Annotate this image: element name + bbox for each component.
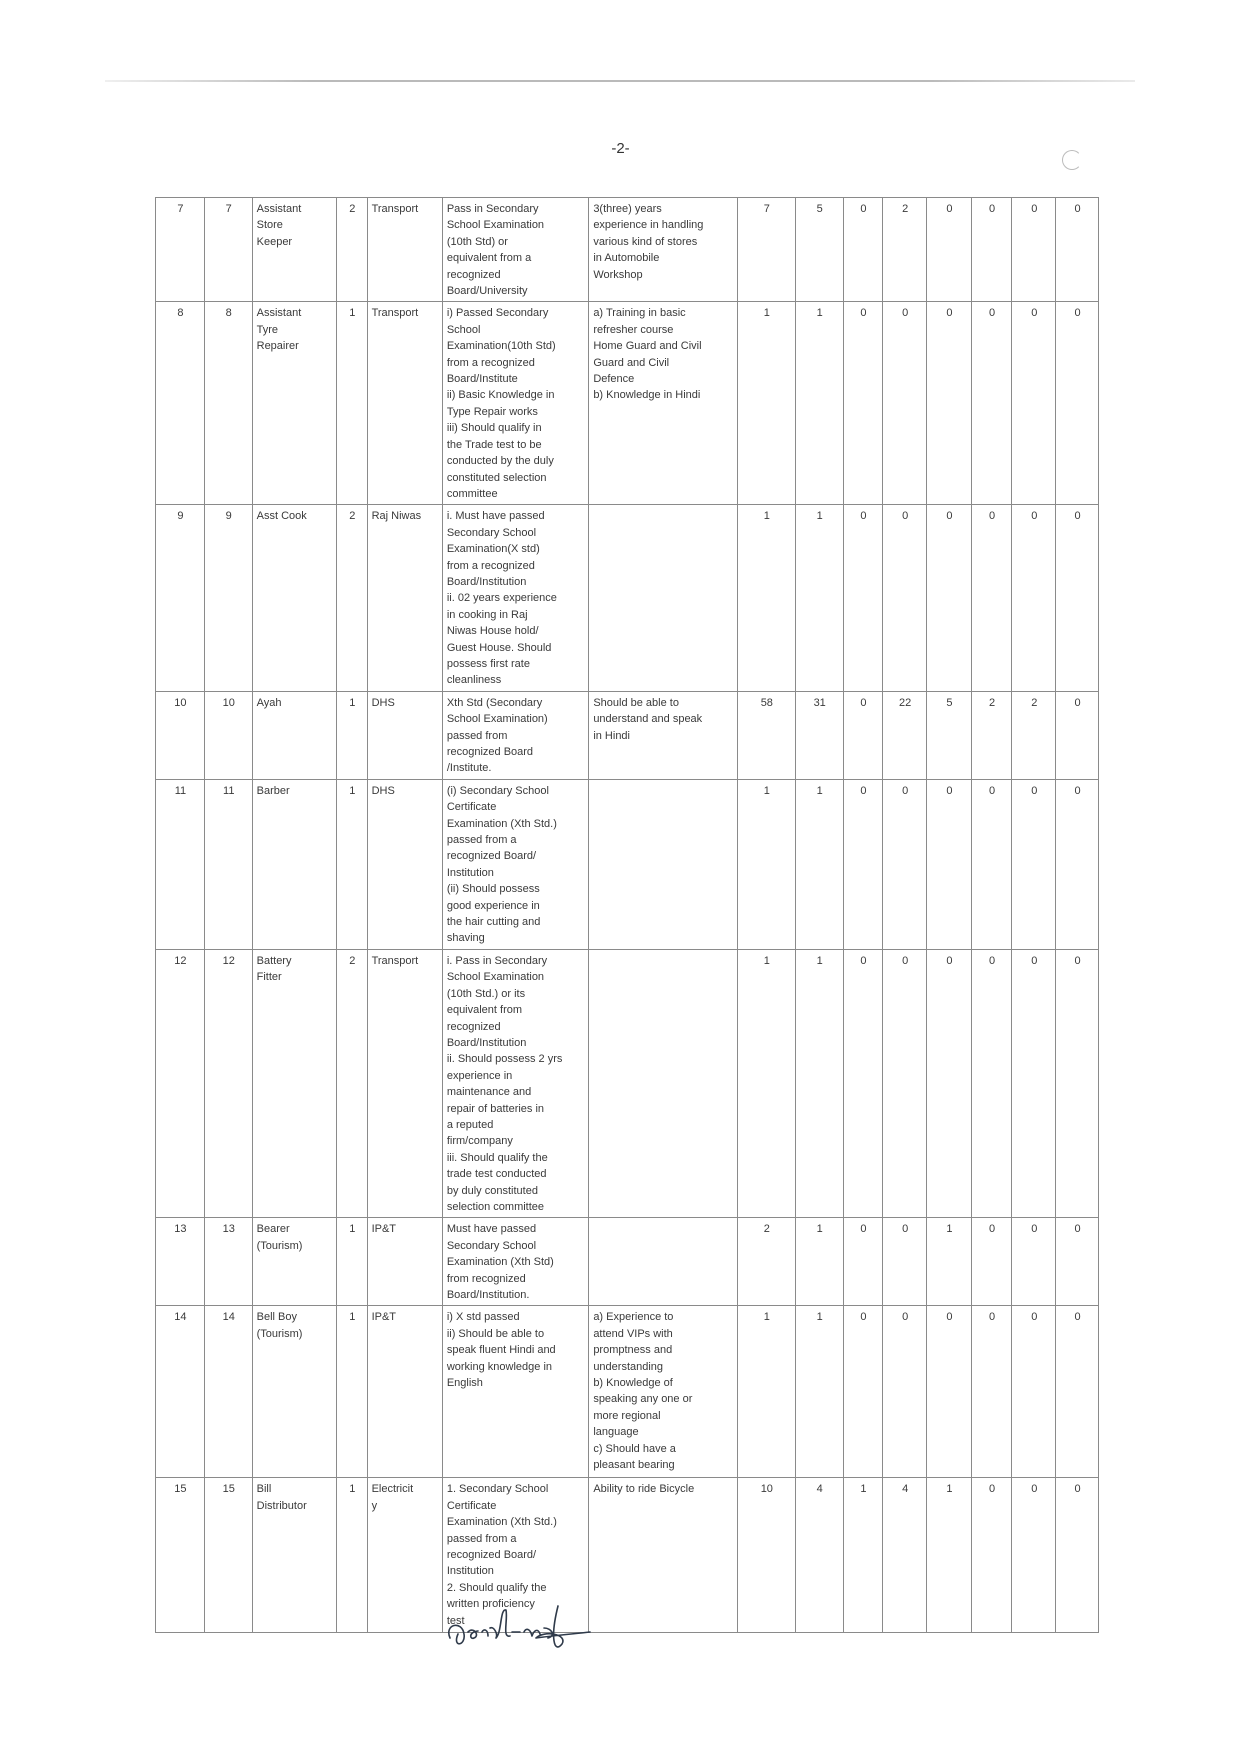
table-row (156, 505, 1099, 691)
post-no-cell: 9 (204, 505, 252, 691)
count-cell: 1 (795, 505, 843, 691)
count-cell: 0 (1056, 302, 1099, 505)
count-cell: 0 (1056, 505, 1099, 691)
count-cell: 1 (843, 1478, 883, 1633)
education-cell: Must have passed Secondary School Examination (Xth Std) from recognized Board/Institution. (442, 1218, 588, 1306)
count-cell: 2 (737, 1218, 795, 1306)
count-cell: 1 (795, 949, 843, 1218)
count-cell: 0 (843, 949, 883, 1218)
post-name-cell: Bearer (Tourism) (252, 1218, 336, 1306)
count-cell: 1 (737, 302, 795, 505)
department-cell: DHS (367, 779, 442, 949)
page-number: -2- (611, 140, 630, 157)
count-cell: 0 (971, 779, 1012, 949)
desirable-cell (589, 779, 738, 949)
count-cell: 1 (927, 1478, 972, 1633)
table-row (156, 1218, 1099, 1306)
pay-level-cell: 1 (337, 779, 368, 949)
education-cell: i. Must have passed Secondary School Examination(X std) from a recognized Board/Institution ii. 02 years experience in cooking in Raj Niwas House hold/ Guest House. Should possess first rate cleanliness (442, 505, 588, 691)
department-cell: Transport (367, 302, 442, 505)
count-cell: 0 (1012, 302, 1056, 505)
count-cell: 0 (971, 505, 1012, 691)
post-name-cell: Barber (252, 779, 336, 949)
count-cell: 0 (1056, 691, 1099, 779)
post-no-cell: 8 (204, 302, 252, 505)
desirable-cell: a) Training in basic refresher course Home Guard and Civil Guard and Civil Defence b) Knowledge in Hindi (589, 302, 738, 505)
count-cell: 0 (971, 1218, 1012, 1306)
count-cell: 31 (795, 691, 843, 779)
count-cell: 0 (1012, 779, 1056, 949)
table-row (156, 691, 1099, 779)
post-name-cell: Assistant Store Keeper (252, 198, 336, 302)
pay-level-cell: 2 (337, 505, 368, 691)
pay-level-cell: 1 (337, 691, 368, 779)
count-cell: 0 (1056, 198, 1099, 302)
count-cell: 0 (1012, 505, 1056, 691)
post-no-cell: 13 (204, 1218, 252, 1306)
department-cell: Electricit y (367, 1478, 442, 1633)
sl-no-cell: 13 (156, 1218, 205, 1306)
post-name-cell: Bill Distributor (252, 1478, 336, 1633)
post-no-cell: 12 (204, 949, 252, 1218)
education-cell: Xth Std (Secondary School Examination) passed from recognized Board /Institute. (442, 691, 588, 779)
count-cell: 4 (883, 1478, 927, 1633)
count-cell: 0 (1056, 1218, 1099, 1306)
table-row (156, 949, 1099, 1218)
education-cell: i) Passed Secondary School Examination(10th Std) from a recognized Board/Institute ii) Basic Knowledge in Type Repair works iii) Should qualify in the Trade test to be conducted by the duly constituted selection committee (442, 302, 588, 505)
desirable-cell (589, 505, 738, 691)
count-cell: 0 (1012, 1478, 1056, 1633)
count-cell: 0 (927, 505, 972, 691)
table-row (156, 1478, 1099, 1633)
count-cell: 0 (1056, 1478, 1099, 1633)
desirable-cell (589, 1218, 738, 1306)
count-cell: 10 (737, 1478, 795, 1633)
table-row (156, 302, 1099, 505)
count-cell: 5 (927, 691, 972, 779)
sl-no-cell: 7 (156, 198, 205, 302)
education-cell: (i) Secondary School Certificate Examination (Xth Std.) passed from a recognized Board/ Institution (ii) Should possess good experience in the hair cutting and shaving (442, 779, 588, 949)
post-name-cell: Ayah (252, 691, 336, 779)
count-cell: 2 (971, 691, 1012, 779)
post-name-cell: Asst Cook (252, 505, 336, 691)
count-cell: 0 (1012, 949, 1056, 1218)
sl-no-cell: 11 (156, 779, 205, 949)
count-cell: 0 (883, 779, 927, 949)
count-cell: 2 (883, 198, 927, 302)
count-cell: 58 (737, 691, 795, 779)
count-cell: 4 (795, 1478, 843, 1633)
sl-no-cell: 14 (156, 1306, 205, 1478)
education-cell: Pass in Secondary School Examination (10th Std) or equivalent from a recognized Board/University (442, 198, 588, 302)
count-cell: 0 (971, 302, 1012, 505)
sl-no-cell: 12 (156, 949, 205, 1218)
count-cell: 1 (795, 779, 843, 949)
pay-level-cell: 2 (337, 198, 368, 302)
count-cell: 0 (1056, 949, 1099, 1218)
post-no-cell: 11 (204, 779, 252, 949)
department-cell: DHS (367, 691, 442, 779)
table-row (156, 779, 1099, 949)
pay-level-cell: 1 (337, 302, 368, 505)
table-body (156, 198, 1099, 1633)
pay-level-cell: 1 (337, 1478, 368, 1633)
education-cell: i) X std passed ii) Should be able to speak fluent Hindi and working knowledge in English (442, 1306, 588, 1478)
count-cell: 0 (883, 1218, 927, 1306)
table-row (156, 1306, 1099, 1478)
count-cell: 0 (927, 949, 972, 1218)
count-cell: 0 (883, 302, 927, 505)
post-name-cell: Assistant Tyre Repairer (252, 302, 336, 505)
count-cell: 0 (971, 949, 1012, 1218)
count-cell: 0 (843, 779, 883, 949)
count-cell: 0 (843, 198, 883, 302)
desirable-cell: Should be able to understand and speak in Hindi (589, 691, 738, 779)
count-cell: 1 (737, 1306, 795, 1478)
count-cell: 0 (843, 505, 883, 691)
count-cell: 5 (795, 198, 843, 302)
count-cell: 0 (1056, 1306, 1099, 1478)
count-cell: 0 (927, 1306, 972, 1478)
post-name-cell: Bell Boy (Tourism) (252, 1306, 336, 1478)
desirable-cell: a) Experience to attend VIPs with promptness and understanding b) Knowledge of speaking any one or more regional language c) Should have a pleasant bearing (589, 1306, 738, 1478)
count-cell: 0 (927, 779, 972, 949)
desirable-cell (589, 949, 738, 1218)
desirable-cell: 3(three) years experience in handling various kind of stores in Automobile Workshop (589, 198, 738, 302)
count-cell: 0 (1012, 198, 1056, 302)
count-cell: 0 (843, 1218, 883, 1306)
count-cell: 0 (1012, 1306, 1056, 1478)
count-cell: 0 (971, 198, 1012, 302)
department-cell: Raj Niwas (367, 505, 442, 691)
sl-no-cell: 9 (156, 505, 205, 691)
sl-no-cell: 8 (156, 302, 205, 505)
count-cell: 7 (737, 198, 795, 302)
department-cell: IP&T (367, 1306, 442, 1478)
count-cell: 0 (971, 1478, 1012, 1633)
count-cell: 1 (737, 949, 795, 1218)
department-cell: Transport (367, 198, 442, 302)
pay-level-cell: 1 (337, 1306, 368, 1478)
count-cell: 1 (737, 779, 795, 949)
education-cell: i. Pass in Secondary School Examination (10th Std.) or its equivalent from recognized Board/Institution ii. Should possess 2 yrs experience in maintenance and repair of batteries in a reputed firm/company iii. Should qualify the trade test conducted by duly constituted selection committee (442, 949, 588, 1218)
sl-no-cell: 15 (156, 1478, 205, 1633)
count-cell: 0 (843, 691, 883, 779)
sl-no-cell: 10 (156, 691, 205, 779)
count-cell: 0 (883, 505, 927, 691)
count-cell: 1 (927, 1218, 972, 1306)
count-cell: 0 (843, 1306, 883, 1478)
vacancy-table (155, 197, 1099, 1633)
count-cell: 0 (1012, 1218, 1056, 1306)
count-cell: 1 (795, 302, 843, 505)
count-cell: 0 (971, 1306, 1012, 1478)
count-cell: 22 (883, 691, 927, 779)
count-cell: 0 (1056, 779, 1099, 949)
count-cell: 0 (843, 302, 883, 505)
post-no-cell: 7 (204, 198, 252, 302)
post-no-cell: 15 (204, 1478, 252, 1633)
table-row (156, 198, 1099, 302)
scan-mark (1062, 150, 1082, 170)
education-cell: 1. Secondary School Certificate Examination (Xth Std.) passed from a recognized Board/ Institution 2. Should qualify the written proficiency test (442, 1478, 588, 1633)
count-cell: 1 (795, 1218, 843, 1306)
department-cell: IP&T (367, 1218, 442, 1306)
count-cell: 0 (883, 1306, 927, 1478)
top-rule (105, 80, 1135, 82)
pay-level-cell: 1 (337, 1218, 368, 1306)
pay-level-cell: 2 (337, 949, 368, 1218)
count-cell: 0 (927, 302, 972, 505)
desirable-cell: Ability to ride Bicycle (589, 1478, 738, 1633)
count-cell: 1 (795, 1306, 843, 1478)
post-no-cell: 14 (204, 1306, 252, 1478)
post-name-cell: Battery Fitter (252, 949, 336, 1218)
count-cell: 2 (1012, 691, 1056, 779)
signature (440, 1598, 610, 1658)
post-no-cell: 10 (204, 691, 252, 779)
count-cell: 0 (927, 198, 972, 302)
department-cell: Transport (367, 949, 442, 1218)
count-cell: 1 (737, 505, 795, 691)
count-cell: 0 (883, 949, 927, 1218)
